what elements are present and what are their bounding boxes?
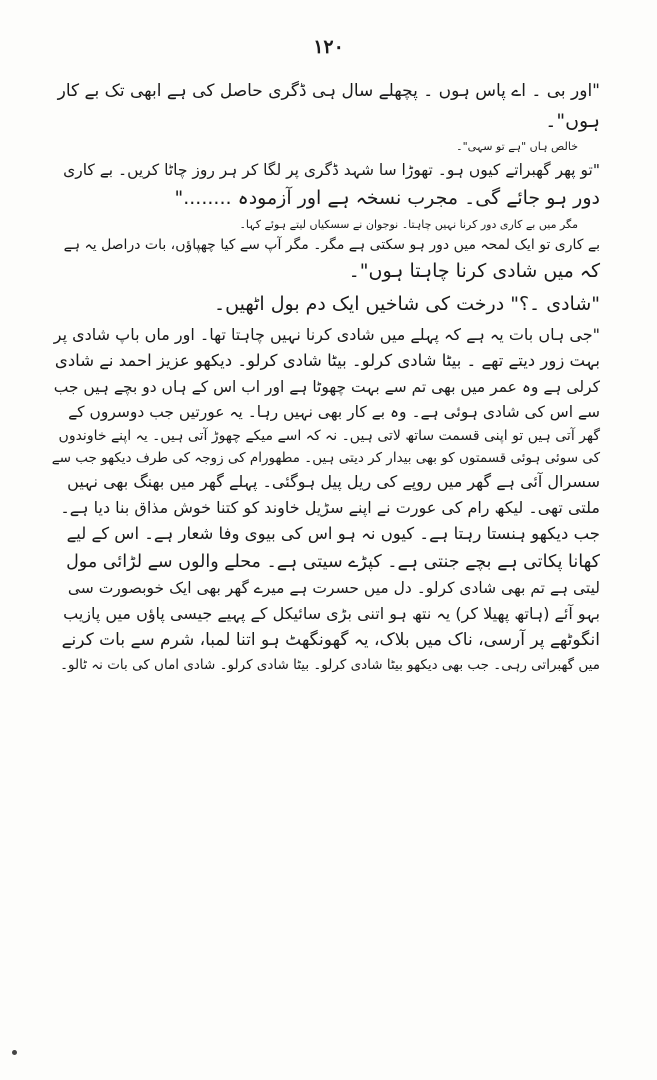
text-line: "اور بی ۔ اے پاس ہوں ۔ پچھلے سال ہی ڈگری حاصل کی ہے ابھی تک بے کار xyxy=(57,81,600,101)
text-line: کہ میں شادی کرنا چاہتا ہوں"۔ xyxy=(348,260,600,283)
text-line: بے کاری تو ایک لمحہ میں دور ہو سکتی ہے مگر۔ مگر آپ سے کیا چھپاؤں، بات دراصل یہ ہے xyxy=(63,236,600,253)
text-line: مگر میں بے کاری دور کرنا نہیں چاہتا۔ نوجوان نے سسکیاں لیتے ہوئے کہا۔ xyxy=(239,217,578,231)
text-line: دور ہو جائے گی۔ مجرب نسخہ ہے اور آزمودہ ........" xyxy=(174,187,600,210)
body-text xyxy=(52,78,600,679)
paragraph xyxy=(52,289,600,320)
paragraph xyxy=(52,322,600,677)
text-line: جب دیکھو ہنستا رہتا ہے۔ کیوں نہ ہو اس کی بیوی وفا شعار ہے۔ اس کے لیے xyxy=(66,524,600,544)
paragraph xyxy=(52,158,600,214)
text-line: کرلی ہے وہ عمر میں بھی تم سے بہت چھوٹا ہے اور اب اس کے ہاں دو بچے ہیں جب xyxy=(53,377,600,396)
page-number: ۱۲۰ xyxy=(313,36,344,58)
text-line: "شادی ۔؟" درخت کی شاخیں ایک دم بول اٹھیں۔ xyxy=(214,293,600,316)
paragraph xyxy=(52,78,600,136)
text-line: بہو آئے (ہاتھ پھیلا کر) یہ نتھ ہو اتنی بڑی سائیکل کے پہیے جیسی پاؤں میں پازیب xyxy=(63,604,600,624)
text-line: میں گھبراتی رہی۔ جب بھی دیکھو بیٹا شادی کرلو۔ بیٹا شادی کرلو۔ شادی اماں کی بات نہ ٹالو۔ xyxy=(60,656,600,673)
text-line: گھر آتی ہیں تو اپنی قسمت ساتھ لاتی ہیں۔ نہ کہ اسے میکے چھوڑ آتی ہیں۔ یہ اپنے خاوندوں xyxy=(58,427,600,444)
text-line: "جی ہاں بات یہ ہے کہ پہلے میں شادی کرنا نہیں چاہتا تھا۔ اور ماں باپ شادی پر xyxy=(53,325,600,344)
text-line: کھانا پکاتی ہے بچے جنتی ہے۔ کپڑے سیتی ہے۔ محلے والوں سے لڑائی مول xyxy=(66,551,600,572)
text-line: خالص ہاں "ہے تو سہی"۔ xyxy=(456,140,578,154)
text-line: سسرال آئی ہے گھر میں روپے کی ریل پیل ہوگئی۔ پہلے گھر میں بھنگ بھی نہیں xyxy=(67,472,600,492)
text-line: سے اس کی شادی ہوئی ہے۔ وہ بے کار بھی نہیں رہا۔ یہ عورتیں جب دوسروں کے xyxy=(68,402,600,421)
text-line: ملتی تھی۔ لیکھ رام کی عورت نے اپنے سڑیل خاوند کو کتنا خوش مذاق بنا دیا ہے۔ xyxy=(60,498,600,518)
paragraph xyxy=(52,138,600,156)
scan-speck xyxy=(12,1050,17,1055)
text-line: کی سوئی ہوئی قسمتوں کو بھی بیدار کر دیتی ہیں۔ مطھورام کی زوجہ کی طرف دیکھو جب سے xyxy=(51,449,600,466)
text-line: انگوٹھے پر آرسی، ناک میں بلاک، یہ گھونگھٹ ہو اتنا لمبا، شرم سے بات کرنے xyxy=(61,630,600,651)
text-line: لیتی ہے تم بھی شادی کرلو۔ دل میں حسرت ہے میرے گھر بھی ایک خوبصورت سی xyxy=(67,579,600,598)
text-line: ہوں"۔ xyxy=(545,109,600,132)
text-line: بہت زور دیتے تھے ۔ بیٹا شادی کرلو۔ بیٹا شادی کرلو۔ دیکھو عزیز احمد نے شادی xyxy=(54,350,600,370)
text-line: "تو پھر گھبراتے کیوں ہو۔ تھوڑا سا شہد ڈگری پر لگا کر ہر روز چاٹا کریں۔ بے کاری xyxy=(63,161,600,180)
paragraph xyxy=(52,216,600,287)
